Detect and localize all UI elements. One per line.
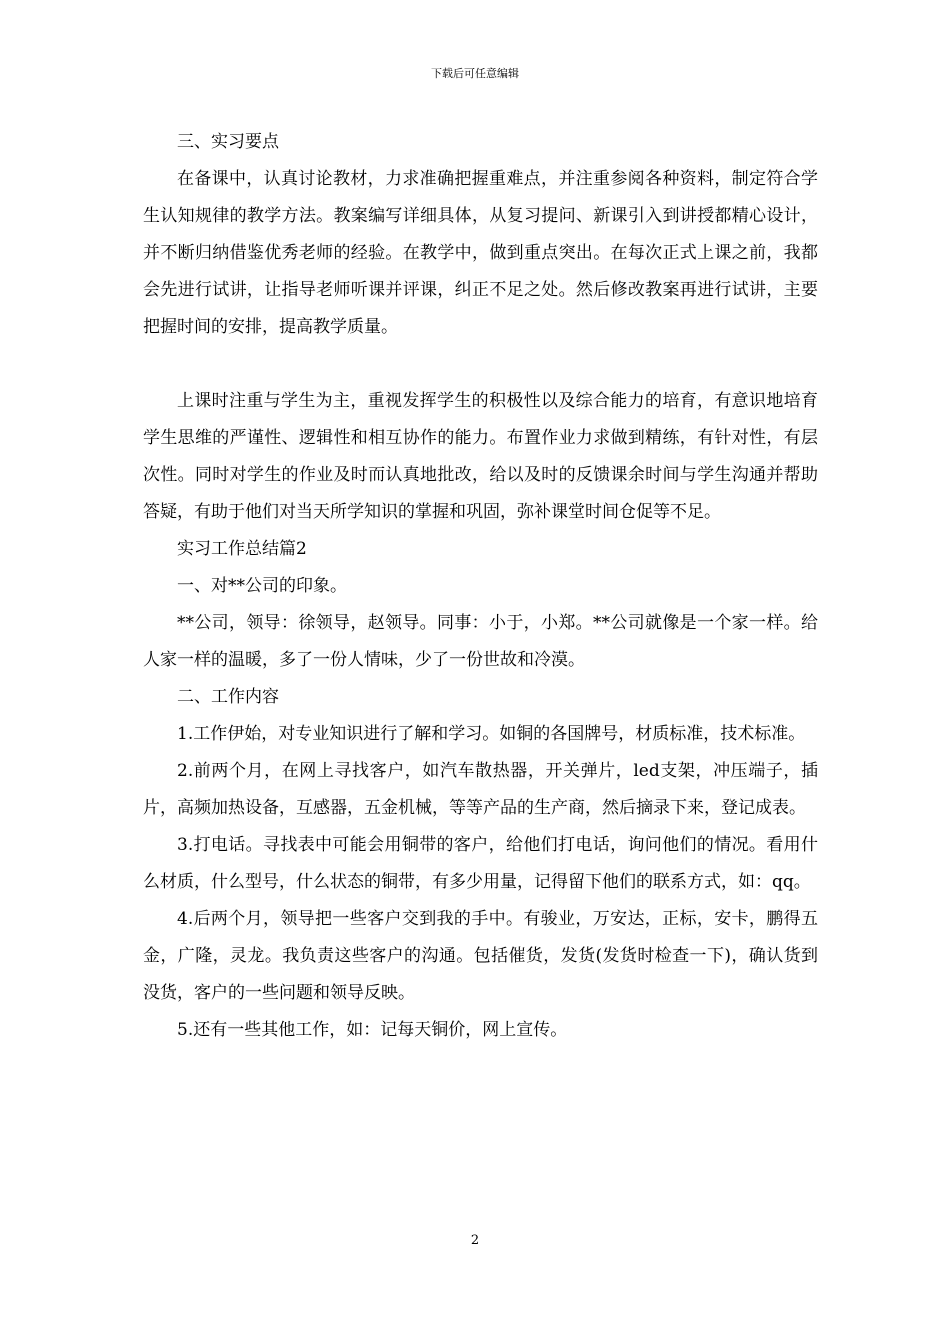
section-heading-work-content: 二、工作内容 (177, 687, 279, 707)
list-item-work-3: 3.打电话。寻找表中可能会用铜带的客户，给他们打电话，询问他们的情况。看用什么材质，什么型号，什么状态的铜带，有多少用量，记得留下他们的联系方式，如：qq。 (143, 835, 818, 892)
paragraph-classroom-teaching: 上课时注重与学生为主，重视发挥学生的积极性以及综合能力的培育，有意识地培育学生思维的严谨性、逻辑性和相互协作的能力。布置作业力求做到精练，有针对性，有层次性。同时对学生的作业及时而认真地批改，给以及时的反馈课余时间与学生沟通并帮助答疑，有助于他们对当天所学知识的掌握和巩固，弥补课堂时间仓促等不足。 (143, 391, 818, 522)
list-item-work-5: 5.还有一些其他工作，如：记每天铜价，网上宣传。 (177, 1020, 568, 1040)
list-item-work-4: 4.后两个月，领导把一些客户交到我的手中。有骏业，万安达，正标，安卡，鹏得五金，广隆，灵龙。我负责这些客户的沟通。包括催货，发货(发货时检查一下)，确认货到没货，客户的一些问题和领导反映。 (143, 909, 818, 1003)
list-item-work-1: 1.工作伊始，对专业知识进行了解和学习。如铜的各国牌号，材质标准，技术标准。 (177, 724, 806, 744)
section-heading-practice-points: 三、实习要点 (177, 132, 279, 152)
section-heading-company-impression: 一、对**公司的印象。 (177, 576, 347, 596)
document-body (143, 124, 818, 1049)
paragraph-company-impression: **公司，领导：徐领导，赵领导。同事：小于，小郑。**公司就像是一个家一样。给人家一样的温暖，多了一份人情味，少了一份世故和冷漠。 (143, 613, 818, 670)
page-header: 下载后可任意编辑 (431, 67, 519, 80)
paragraph-lesson-preparation: 在备课中，认真讨论教材，力求准确把握重难点，并注重参阅各种资料，制定符合学生认知规律的教学方法。教案编写详细具体，从复习提问、新课引入到讲授都精心设计，并不断归纳借鉴优秀老师的经验。在教学中，做到重点突出。在每次正式上课之前，我都会先进行试讲，让指导老师听课并评课，纠正不足之处。然后修改教案再进行试讲，主要把握时间的安排，提高教学质量。 (143, 169, 818, 337)
page-number: 2 (470, 1233, 480, 1248)
list-item-work-2: 2.前两个月，在网上寻找客户，如汽车散热器，开关弹片，led支架，冲压端子，插片，高频加热设备，互感器，五金机械，等等产品的生产商，然后摘录下来，登记成表。 (143, 761, 818, 818)
article-title: 实习工作总结篇2 (177, 539, 307, 559)
